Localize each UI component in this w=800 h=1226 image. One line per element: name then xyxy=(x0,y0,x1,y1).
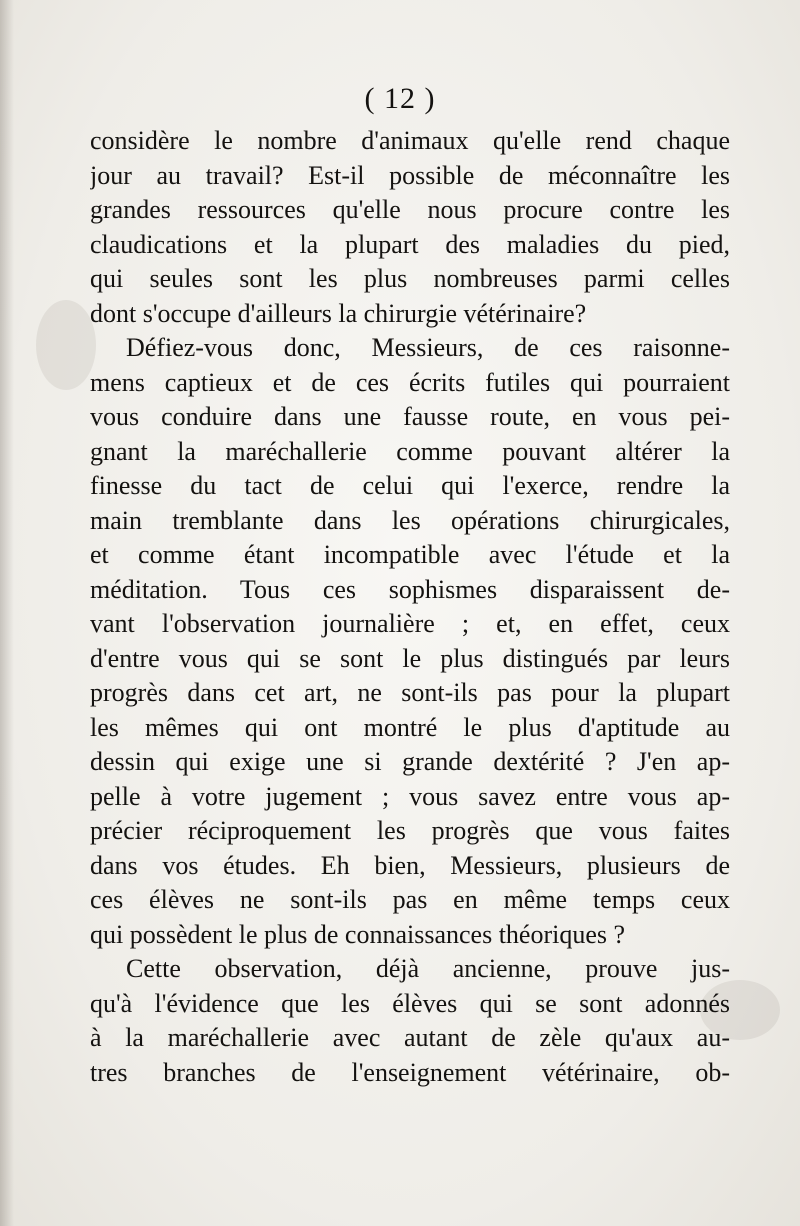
text-line: dessin qui exige une si grande dextérité ? J'en ap- xyxy=(90,747,730,776)
text-line: main tremblante dans les opérations chirurgicales, xyxy=(90,505,730,535)
page-number: ( 12 ) xyxy=(364,82,436,115)
text-line: progrès dans cet art, ne sont-ils pas pour la plupart xyxy=(90,678,730,707)
text-line: dont s'occupe d'ailleurs la chirurgie vétérinaire? xyxy=(90,298,587,328)
text-line: grandes ressources qu'elle nous procure contre les xyxy=(90,195,730,224)
text-line: vant l'observation journalière ; et, en effet, ceux xyxy=(90,609,730,638)
page-edge-shadow xyxy=(0,0,14,1226)
text-line: finesse du tact de celui qui l'exerce, rendre la xyxy=(90,471,730,500)
text-line: qui possèdent le plus de connaissances théoriques ? xyxy=(90,919,626,949)
text-line: gnant la maréchallerie comme pouvant altérer la xyxy=(90,436,730,466)
text-line: considère le nombre d'animaux qu'elle rend chaque xyxy=(90,126,730,155)
text-line: tres branches de l'enseignement vétérinaire, ob- xyxy=(90,1057,730,1087)
text-line: et comme étant incompatible avec l'étude et la xyxy=(90,540,730,569)
paper-stain xyxy=(36,300,96,390)
text-line: qu'à l'évidence que les élèves qui se sont adonnés xyxy=(90,988,730,1018)
text-line: pelle à votre jugement ; vous savez entre vous ap- xyxy=(90,781,730,811)
text-line: méditation. Tous ces sophismes disparaissent de- xyxy=(90,574,730,604)
body-text xyxy=(90,124,730,1090)
text-line: Cette observation, déjà ancienne, prouve jus- xyxy=(126,954,730,983)
text-line: claudications et la plupart des maladies du pied, xyxy=(90,229,730,259)
text-line: mens captieux et de ces écrits futiles qui pourraient xyxy=(90,367,730,397)
text-line: vous conduire dans une fausse route, en vous pei- xyxy=(90,402,730,431)
text-line: ces élèves ne sont-ils pas en même temps ceux xyxy=(90,885,730,914)
text-line: qui seules sont les plus nombreuses parmi celles xyxy=(90,264,730,293)
text-line: les mêmes qui ont montré le plus d'aptitude au xyxy=(90,712,730,742)
text-line: dans vos études. Eh bien, Messieurs, plusieurs de xyxy=(90,850,730,880)
text-line: Défiez-vous donc, Messieurs, de ces raisonne- xyxy=(126,333,730,362)
text-line: d'entre vous qui se sont le plus distingués par leurs xyxy=(90,643,730,673)
text-line: jour au travail? Est-il possible de méconnaître les xyxy=(90,160,730,190)
text-line: précier réciproquement les progrès que vous faites xyxy=(90,816,730,845)
text-line: à la maréchallerie avec autant de zèle qu'aux au- xyxy=(90,1023,730,1052)
